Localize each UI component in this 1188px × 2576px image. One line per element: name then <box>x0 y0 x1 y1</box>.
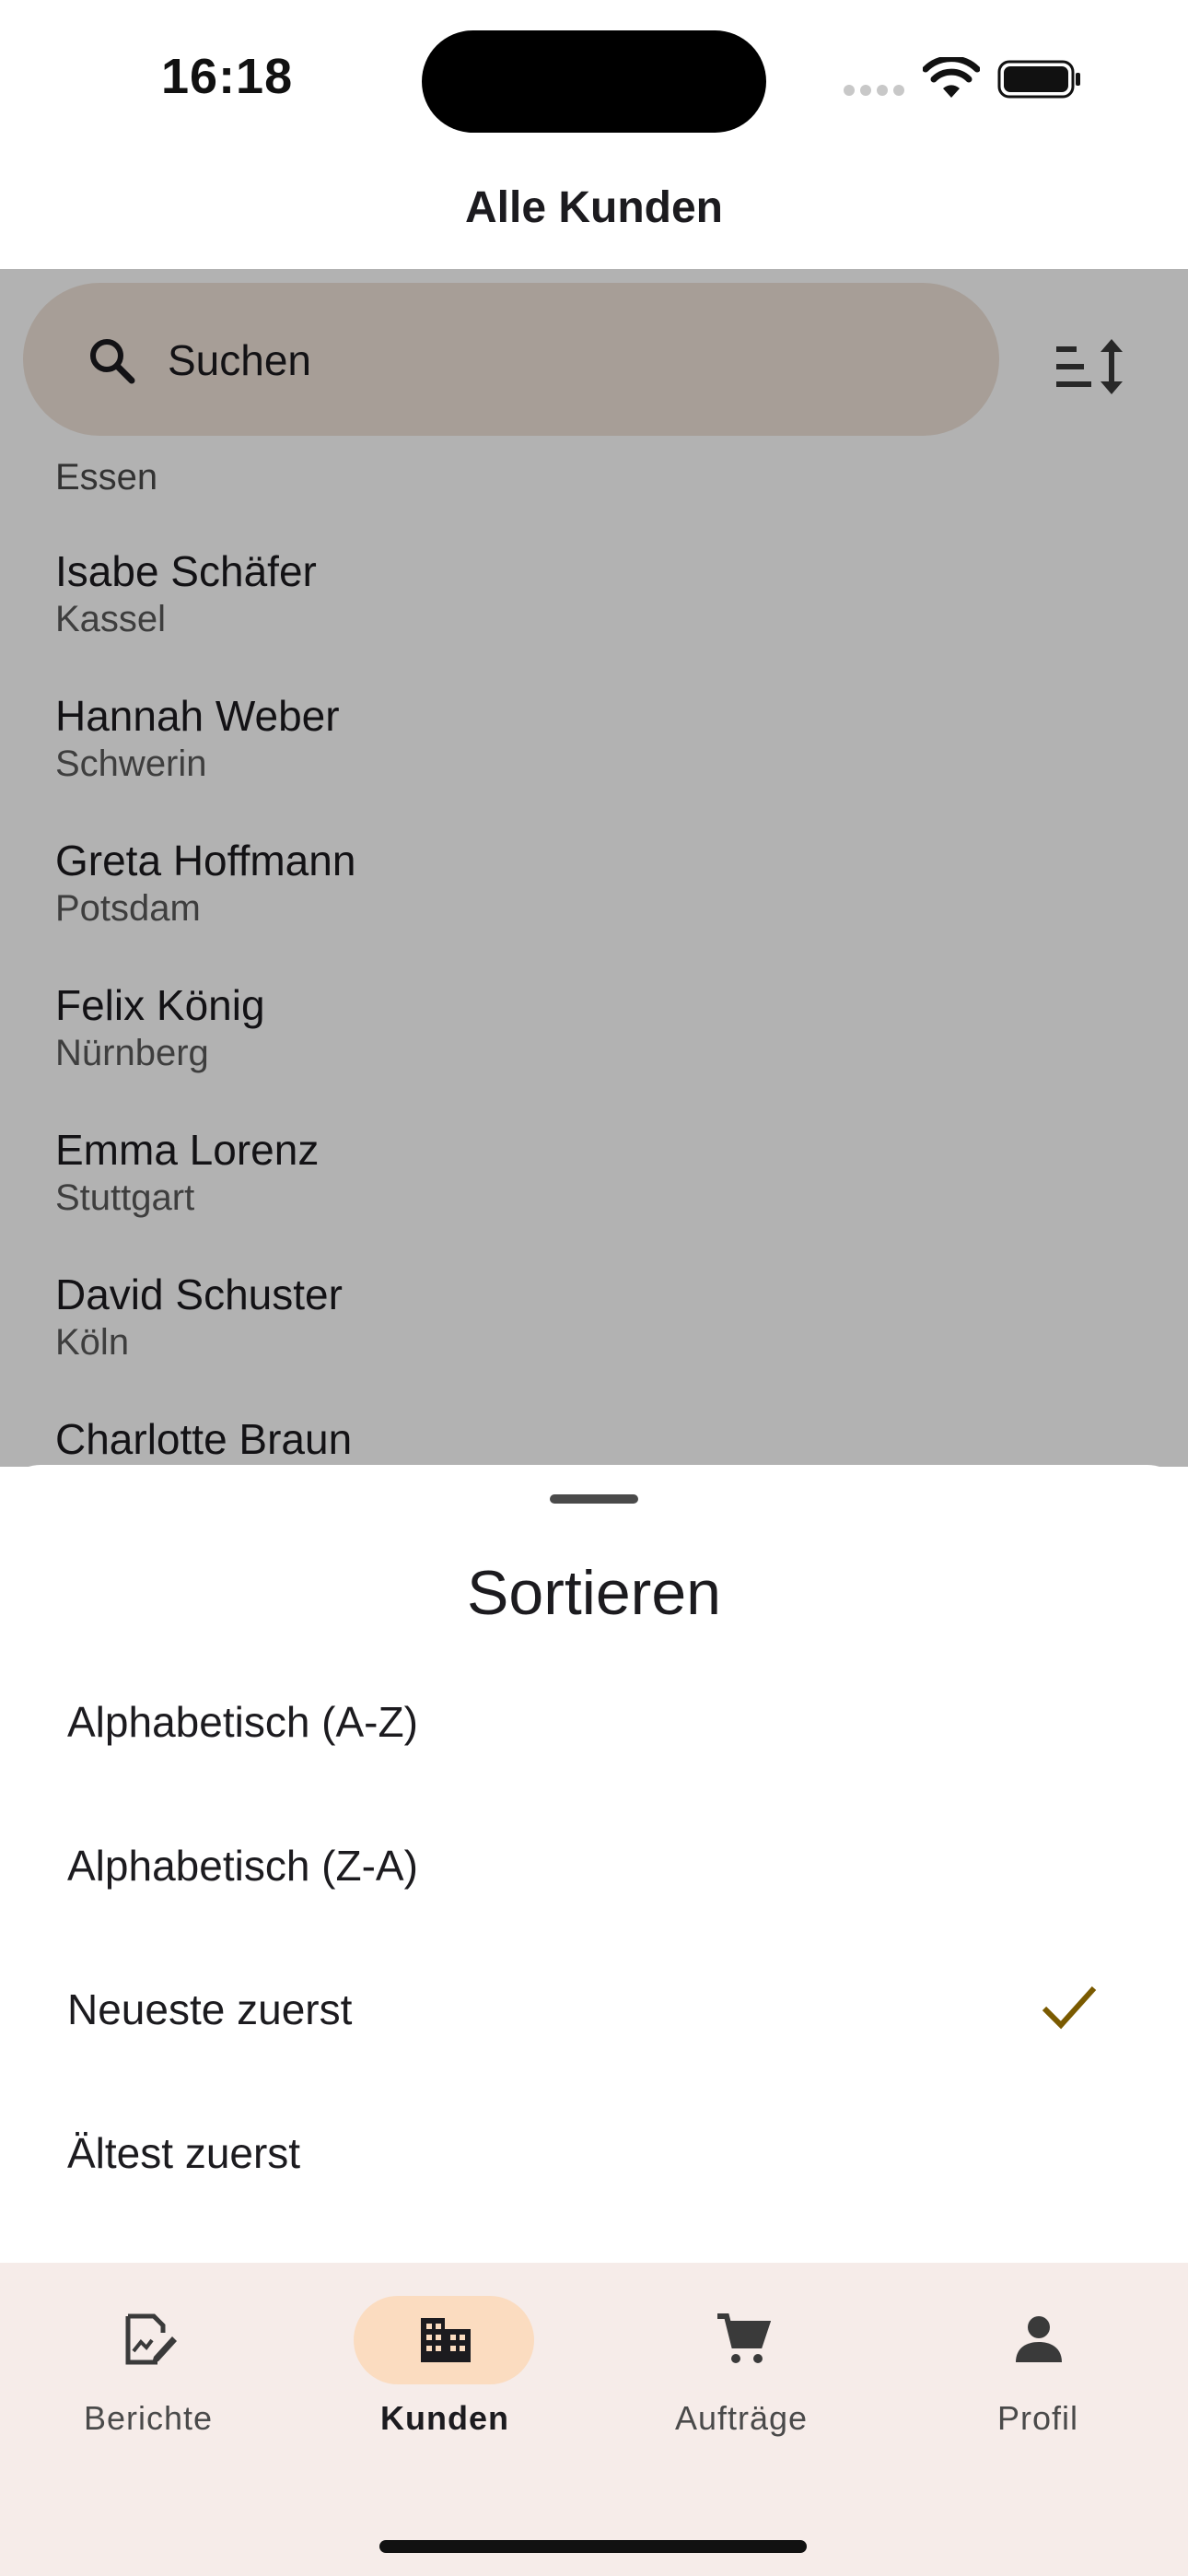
sort-option-alphabetical-asc[interactable] <box>0 1651 1188 1795</box>
customer-name: David Schuster <box>55 1270 343 1318</box>
sheet-title: Sortieren <box>467 1558 721 1628</box>
sort-option-newest-first[interactable] <box>0 1938 1188 2082</box>
customer-city: Kassel <box>55 599 167 639</box>
drag-handle[interactable] <box>550 1494 638 1504</box>
nav-item-profil[interactable] <box>890 2263 1186 2484</box>
battery-icon <box>997 59 1082 100</box>
customer-city: Stuttgart <box>55 1177 195 1218</box>
modal-scrim[interactable] <box>0 269 1188 1467</box>
customer-name: Isabe Schäfer <box>55 547 317 595</box>
app-header <box>0 157 1188 269</box>
status-time: 16:18 <box>161 49 294 104</box>
home-indicator <box>379 2540 807 2553</box>
customer-city: Nürnberg <box>55 1033 209 1073</box>
nav-item-kunden[interactable] <box>297 2263 593 2484</box>
checkmark-icon <box>1041 1983 1098 2031</box>
customer-name: Emma Lorenz <box>55 1126 320 1174</box>
nav-label: Profil <box>996 2399 1079 2437</box>
customer-city: Potsdam <box>55 888 201 929</box>
person-icon <box>1010 2311 1067 2368</box>
sort-option-label: Neueste zuerst <box>67 1985 353 2033</box>
nav-label: Berichte <box>83 2399 214 2437</box>
nav-label: Aufträge <box>674 2399 809 2437</box>
nav-label: Kunden <box>380 2399 509 2437</box>
bottom-navigation <box>0 2263 1188 2576</box>
customer-city: Essen <box>55 457 158 498</box>
dynamic-island <box>422 30 766 133</box>
customer-name: Felix König <box>55 981 265 1029</box>
cart-icon <box>714 2311 771 2368</box>
sort-option-label: Ältest zuerst <box>67 2129 301 2177</box>
sort-option-alphabetical-desc[interactable] <box>0 1795 1188 1938</box>
page-title: Alle Kunden <box>464 183 723 232</box>
customer-name: Charlotte Braun <box>55 1415 353 1463</box>
customer-name: Greta Hoffmann <box>55 837 356 884</box>
customer-city: Köln <box>55 1322 130 1363</box>
cellular-signal-icon <box>844 79 904 96</box>
nav-item-auftraege[interactable] <box>593 2263 890 2484</box>
status-bar <box>0 0 1188 157</box>
customer-name: Hannah Weber <box>55 692 340 740</box>
nav-item-berichte[interactable] <box>0 2263 297 2484</box>
wifi-icon <box>923 57 980 100</box>
report-edit-icon <box>121 2311 178 2368</box>
customer-city: Schwerin <box>55 744 207 784</box>
sort-bottom-sheet <box>0 1465 1188 2263</box>
sort-option-label: Alphabetisch (A-Z) <box>67 1698 418 1746</box>
building-icon <box>417 2311 474 2368</box>
sort-option-label: Alphabetisch (Z-A) <box>67 1842 418 1890</box>
sort-option-oldest-first[interactable] <box>0 2082 1188 2226</box>
